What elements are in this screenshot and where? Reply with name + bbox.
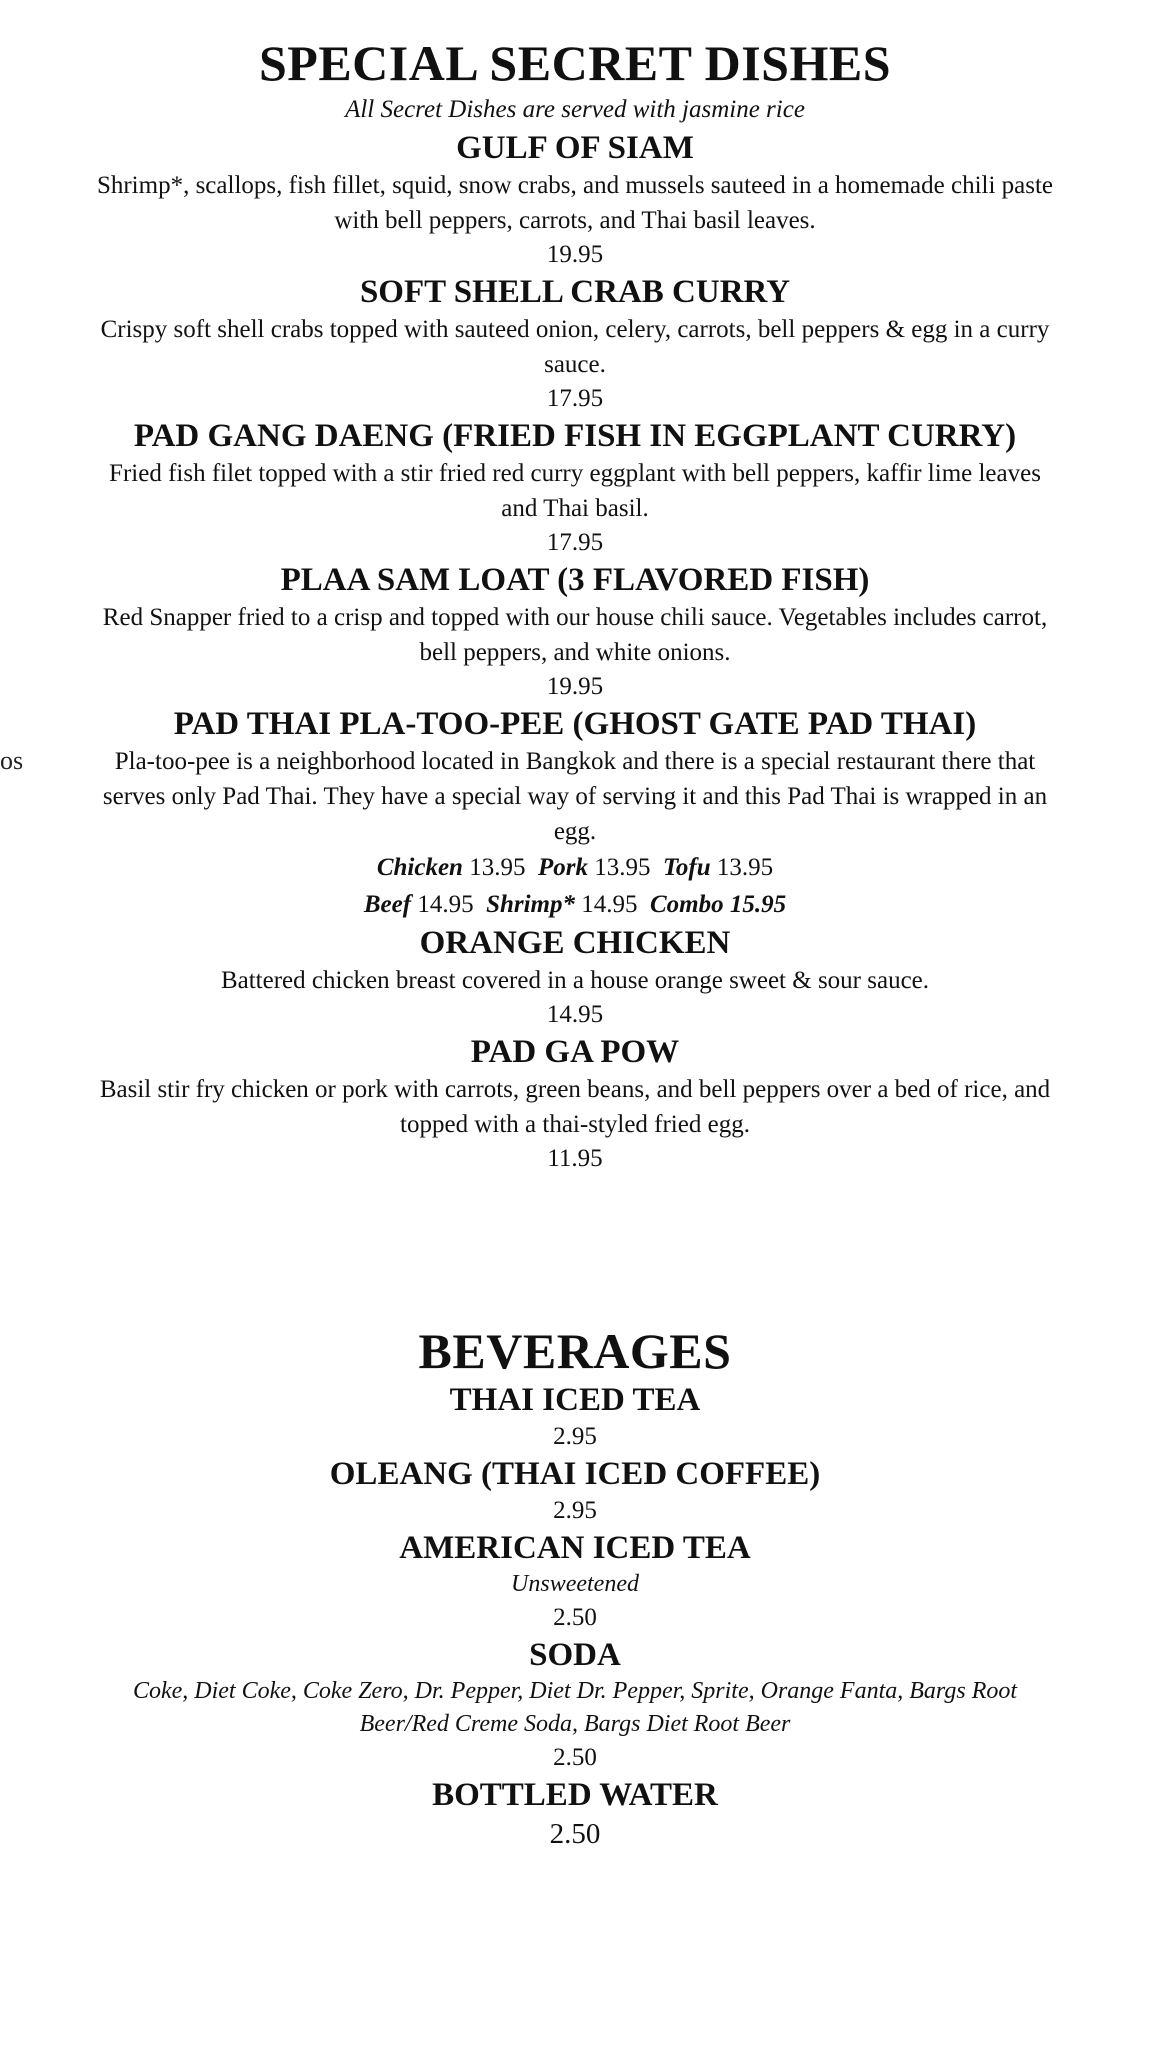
- option-price: 15.95: [729, 891, 787, 918]
- dish-description-line: Battered chicken breast covered in a house orange sweet & sour sauce.: [220, 967, 930, 994]
- dish-description-line: Fried fish filet topped with a stir fried red curry eggplant with bell peppers, kaffir lime leaves: [109, 460, 1041, 487]
- beverage-note-line: Coke, Diet Coke, Coke Zero, Dr. Pepper, Diet Dr. Pepper, Sprite, Orange Fanta, Bargs Root: [132, 1678, 1018, 1704]
- dish-options-row: [30, 849, 1120, 886]
- beverages-section: [30, 1322, 1120, 1853]
- dish-item: [30, 923, 1120, 1032]
- dish-item: [30, 1032, 1120, 1176]
- dish-description-line: sauce.: [544, 351, 606, 378]
- option-label: Shrimp*: [486, 891, 575, 918]
- dish-options-row: [30, 886, 1120, 923]
- cropped-text-fragment: os: [0, 746, 24, 775]
- dish-name: PAD GANG DAENG (FRIED FISH IN EGGPLANT CURRY): [133, 418, 1017, 454]
- beverage-name: BOTTLED WATER: [432, 1777, 718, 1813]
- section-subtitle: All Secret Dishes are served with jasmine rice: [345, 96, 805, 123]
- beverage-price: 2.95: [553, 1497, 597, 1524]
- dish-price: 14.95: [546, 1001, 604, 1028]
- dish-description-line: Shrimp*, scallops, fish fillet, squid, snow crabs, and mussels sauteed in a homemade chili paste: [96, 172, 1054, 199]
- beverage-item: [30, 1528, 1120, 1635]
- beverage-name: AMERICAN ICED TEA: [399, 1530, 751, 1566]
- section-title-beverages: BEVERAGES: [418, 1323, 732, 1379]
- dish-name: PAD GA POW: [470, 1034, 680, 1070]
- dish-price: 19.95: [546, 673, 604, 700]
- dish-description-line: egg.: [553, 818, 597, 845]
- dish-name: PAD THAI PLA-TOO-PEE (GHOST GATE PAD THAI): [173, 706, 977, 742]
- option-price: 13.95: [594, 854, 651, 881]
- beverage-item: [30, 1635, 1120, 1775]
- dish-item: [30, 128, 1120, 272]
- dish-description-line: serves only Pad Thai. They have a special way of serving it and this Pad Thai is wrapped in an: [102, 783, 1048, 810]
- dish-description-line: and Thai basil.: [501, 495, 649, 522]
- option-price: 14.95: [581, 891, 638, 918]
- beverage-note-line: Beer/Red Creme Soda, Bargs Diet Root Beer: [359, 1711, 791, 1737]
- beverage-name: OLEANG (THAI ICED COFFEE): [329, 1456, 821, 1492]
- dish-description-line: Basil stir fry chicken or pork with carrots, green beans, and bell peppers over a bed of rice, and: [99, 1076, 1051, 1103]
- dish-description-line: Pla-too-pee is a neighborhood located in Bangkok and there is a special restaurant there that: [114, 748, 1036, 775]
- beverage-item: [30, 1775, 1120, 1853]
- dish-description-line: topped with a thai-styled fried egg.: [400, 1111, 750, 1138]
- option-price: 14.95: [417, 891, 474, 918]
- dish-item: [30, 704, 1120, 923]
- dish-description-line: bell peppers, and white onions.: [419, 639, 731, 666]
- special-dishes-section: [30, 34, 1120, 1176]
- dish-description-line: Red Snapper fried to a crisp and topped with our house chili sauce. Vegetables includes carrot,: [102, 604, 1048, 631]
- beverage-price: 2.50: [553, 1604, 597, 1631]
- dish-item: [30, 560, 1120, 704]
- option-price: 13.95: [469, 854, 526, 881]
- beverage-price: 2.50: [553, 1744, 597, 1771]
- beverage-note: Unsweetened: [511, 1571, 639, 1597]
- dish-description-line: with bell peppers, carrots, and Thai basil leaves.: [334, 207, 816, 234]
- dish-price: 19.95: [546, 241, 604, 268]
- option-label: Tofu: [662, 854, 711, 881]
- dish-item: [30, 272, 1120, 416]
- dish-description-line: Crispy soft shell crabs topped with sauteed onion, celery, carrots, bell peppers & egg in a curry: [100, 316, 1050, 343]
- beverage-name: SODA: [529, 1637, 621, 1673]
- option-label: Pork: [537, 854, 588, 881]
- dish-price: 11.95: [547, 1145, 603, 1172]
- dish-price: 17.95: [546, 385, 604, 412]
- option-label: Combo: [650, 891, 724, 918]
- beverage-price: 2.95: [553, 1423, 597, 1450]
- dish-name: ORANGE CHICKEN: [419, 925, 731, 961]
- dish-name: SOFT SHELL CRAB CURRY: [359, 274, 791, 310]
- option-label: Beef: [363, 891, 412, 918]
- beverage-price: 2.50: [549, 1818, 601, 1850]
- section-title-special: SPECIAL SECRET DISHES: [258, 35, 892, 91]
- dish-name: PLAA SAM LOAT (3 FLAVORED FISH): [280, 562, 870, 598]
- dish-name: GULF OF SIAM: [456, 130, 694, 166]
- beverage-item: [30, 1454, 1120, 1528]
- dish-price: 17.95: [546, 529, 604, 556]
- beverage-item: [30, 1380, 1120, 1454]
- option-price: 13.95: [716, 854, 774, 881]
- dish-item: [30, 416, 1120, 560]
- beverage-name: THAI ICED TEA: [449, 1382, 701, 1418]
- option-label: Chicken: [376, 854, 463, 881]
